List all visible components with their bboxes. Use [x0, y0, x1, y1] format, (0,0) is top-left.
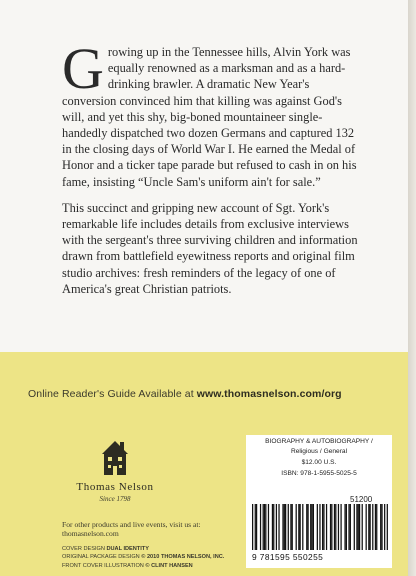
category-line-1: BIOGRAPHY & AUTOBIOGRAPHY / — [265, 438, 373, 445]
credit-line-3: FRONT COVER ILLUSTRATION © CLINT HANSEN — [62, 562, 193, 569]
page-edge — [408, 0, 416, 576]
house-icon — [100, 439, 130, 477]
publisher-name: Thomas Nelson — [76, 481, 154, 493]
readers-guide-line — [28, 388, 388, 400]
publisher-since: Since 1798 — [99, 495, 131, 503]
isbn-label: ISBN: 978-1-5955-5025-5 — [281, 470, 357, 477]
price-code: 51200 — [350, 495, 373, 504]
category-line-2: Religious / General — [290, 448, 348, 455]
guide-prefix: Online Reader's Guide Available at — [28, 388, 197, 400]
barcode-icon — [252, 504, 388, 550]
description-paragraph-2: This succinct and gripping new account of Sgt. York's remarkable life includes details from exclusive interviews with the sergeant's three surviving children and information drawn from battlefield eyewitness reports and original film studio archives: fresh reminders of the legacy of one of America's great Christian patriots. — [62, 200, 358, 296]
guide-url[interactable]: www.thomasnelson.com/org — [196, 388, 342, 400]
drop-cap: G — [62, 36, 104, 101]
paragraph-1-text: rowing up in the Tennessee hills, Alvin York was equally renowned as a marksman and as a hard-drinking brawler. A dramatic New Year's conversion convinced him that killing was against God's will, and yet this shy, big-boned mountaineer single-handedly dispatched two dozen Germans and captured 132 in the closing days of World War I. He earned the Medal of Honor and a ticker tape parade but refused to cash in on his fame, insisting “Uncle Sam's uniform ain't for sale.” — [62, 45, 357, 189]
publisher-more-info: For other products and live events, visit us at: thomasnelson.com — [62, 520, 201, 539]
book-description — [62, 36, 362, 307]
credit-line-1: COVER DESIGN DUAL IDENTITY — [62, 546, 149, 552]
price-label: $12.00 U.S. — [301, 459, 337, 466]
credit-line-2: ORIGINAL PACKAGE DESIGN © 2010 THOMAS NELSON, INC. — [62, 554, 225, 561]
barcode-digits: 9 781595 550255 — [252, 552, 324, 562]
design-credits — [62, 545, 262, 570]
description-paragraph-1 — [62, 36, 362, 190]
